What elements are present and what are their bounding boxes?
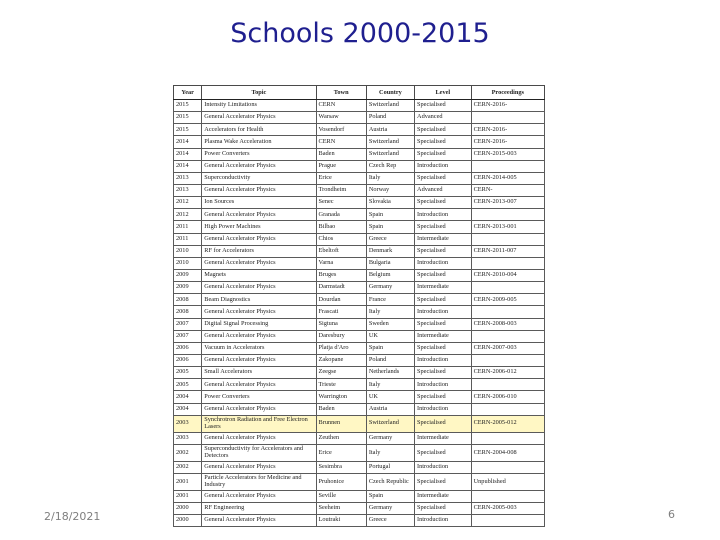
cell-level: Specialised [415, 269, 472, 281]
cell-year: 2012 [174, 197, 202, 209]
cell-level: Specialised [415, 318, 472, 330]
header-year: Year [174, 86, 202, 100]
cell-level: Specialised [415, 294, 472, 306]
cell-topic: General Accelerator Physics [202, 403, 316, 415]
cell-topic: Beam Diagnostics [202, 294, 316, 306]
cell-topic: General Accelerator Physics [202, 257, 316, 269]
cell-topic: General Accelerator Physics [202, 379, 316, 391]
cell-proceedings: CERN-2016- [471, 136, 544, 148]
cell-year: 2002 [174, 444, 202, 461]
cell-year: 2001 [174, 490, 202, 502]
cell-topic: General Accelerator Physics [202, 184, 316, 196]
cell-proceedings [471, 515, 544, 527]
cell-level: Specialised [415, 367, 472, 379]
cell-level: Specialised [415, 100, 472, 112]
cell-level: Specialised [415, 221, 472, 233]
slide-title: Schools 2000-2015 [230, 18, 490, 49]
cell-town: Seville [316, 490, 366, 502]
cell-topic: General Accelerator Physics [202, 432, 316, 444]
cell-topic: General Accelerator Physics [202, 461, 316, 473]
header-level: Level [415, 86, 472, 100]
cell-level: Specialised [415, 391, 472, 403]
cell-level: Specialised [415, 245, 472, 257]
cell-level: Specialised [415, 415, 472, 432]
cell-proceedings [471, 306, 544, 318]
cell-year: 2015 [174, 124, 202, 136]
cell-level: Specialised [415, 172, 472, 184]
cell-country: UK [366, 330, 414, 342]
cell-year: 2001 [174, 473, 202, 490]
cell-year: 2015 [174, 112, 202, 124]
cell-town: Chios [316, 233, 366, 245]
cell-topic: Magnets [202, 269, 316, 281]
cell-level: Introduction [415, 461, 472, 473]
cell-year: 2014 [174, 148, 202, 160]
cell-town: Pruhonice [316, 473, 366, 490]
table-row [174, 354, 545, 366]
cell-proceedings [471, 112, 544, 124]
cell-topic: High Power Machines [202, 221, 316, 233]
cell-proceedings: CERN-2010-004 [471, 269, 544, 281]
cell-proceedings: CERN-2009-005 [471, 294, 544, 306]
cell-town: Brunnen [316, 415, 366, 432]
cell-year: 2003 [174, 415, 202, 432]
schools-table-container [173, 85, 545, 539]
cell-town: Warsaw [316, 112, 366, 124]
cell-level: Specialised [415, 444, 472, 461]
cell-town: Baden [316, 403, 366, 415]
table-row [174, 282, 545, 294]
cell-year: 2008 [174, 294, 202, 306]
cell-country: Switzerland [366, 148, 414, 160]
cell-level: Introduction [415, 403, 472, 415]
table-row [174, 184, 545, 196]
cell-year: 2009 [174, 282, 202, 294]
cell-town: Loutraki [316, 515, 366, 527]
cell-proceedings: CERN-2013-007 [471, 197, 544, 209]
cell-level: Intermediate [415, 233, 472, 245]
cell-proceedings: CERN-2016- [471, 124, 544, 136]
schools-table [173, 85, 545, 527]
cell-town: Sigtuna [316, 318, 366, 330]
cell-year: 2013 [174, 172, 202, 184]
table-row [174, 367, 545, 379]
cell-town: Zeuthen [316, 432, 366, 444]
cell-town: Warrington [316, 391, 366, 403]
table-row [174, 473, 545, 490]
cell-topic: Vacuum in Accelerators [202, 342, 316, 354]
cell-proceedings: CERN-2008-003 [471, 318, 544, 330]
cell-town: Baden [316, 148, 366, 160]
cell-year: 2000 [174, 515, 202, 527]
table-body [174, 100, 545, 527]
cell-country: Netherlands [366, 367, 414, 379]
table-row [174, 269, 545, 281]
cell-town: CERN [316, 136, 366, 148]
cell-level: Introduction [415, 379, 472, 391]
cell-year: 2012 [174, 209, 202, 221]
table-row [174, 403, 545, 415]
cell-country: Czech Republic [366, 473, 414, 490]
cell-country: Italy [366, 379, 414, 391]
cell-town: Zakopane [316, 354, 366, 366]
cell-proceedings [471, 233, 544, 245]
cell-country: Austria [366, 403, 414, 415]
cell-country: Italy [366, 306, 414, 318]
cell-level: Specialised [415, 197, 472, 209]
cell-topic: General Accelerator Physics [202, 209, 316, 221]
cell-country: Denmark [366, 245, 414, 257]
cell-town: Frascati [316, 306, 366, 318]
table-row [174, 197, 545, 209]
cell-topic: General Accelerator Physics [202, 233, 316, 245]
cell-year: 2000 [174, 503, 202, 515]
cell-proceedings [471, 257, 544, 269]
table-row [174, 432, 545, 444]
cell-level: Specialised [415, 342, 472, 354]
table-row [174, 233, 545, 245]
cell-year: 2013 [174, 184, 202, 196]
cell-town: Bruges [316, 269, 366, 281]
cell-proceedings [471, 160, 544, 172]
cell-town: Ebeltoft [316, 245, 366, 257]
cell-town: Bilbao [316, 221, 366, 233]
table-row [174, 172, 545, 184]
cell-town: Senec [316, 197, 366, 209]
cell-town: Trieste [316, 379, 366, 391]
cell-country: Germany [366, 503, 414, 515]
cell-topic: Small Accelerators [202, 367, 316, 379]
header-country: Country [366, 86, 414, 100]
cell-country: France [366, 294, 414, 306]
cell-proceedings: CERN-2014-005 [471, 172, 544, 184]
cell-year: 2014 [174, 160, 202, 172]
cell-level: Introduction [415, 160, 472, 172]
header-topic: Topic [202, 86, 316, 100]
table-header-row [174, 86, 545, 100]
header-proceedings: Proceedings [471, 86, 544, 100]
cell-country: Greece [366, 515, 414, 527]
cell-town: Vosendorf [316, 124, 366, 136]
cell-proceedings [471, 330, 544, 342]
cell-proceedings: CERN-2006-012 [471, 367, 544, 379]
cell-year: 2014 [174, 136, 202, 148]
table-row [174, 112, 545, 124]
cell-proceedings [471, 461, 544, 473]
cell-proceedings: CERN- [471, 184, 544, 196]
table-row [174, 306, 545, 318]
cell-country: Poland [366, 354, 414, 366]
cell-town: CERN [316, 100, 366, 112]
cell-level: Introduction [415, 515, 472, 527]
cell-proceedings [471, 354, 544, 366]
cell-level: Introduction [415, 306, 472, 318]
cell-country: Spain [366, 221, 414, 233]
cell-year: 2010 [174, 257, 202, 269]
cell-year: 2005 [174, 379, 202, 391]
cell-topic: Power Converters [202, 148, 316, 160]
cell-country: Slovakia [366, 197, 414, 209]
cell-year: 2009 [174, 269, 202, 281]
table-row [174, 100, 545, 112]
table-row [174, 342, 545, 354]
cell-proceedings [471, 403, 544, 415]
cell-proceedings: CERN-2013-001 [471, 221, 544, 233]
cell-topic: General Accelerator Physics [202, 112, 316, 124]
cell-town: Varna [316, 257, 366, 269]
cell-year: 2011 [174, 221, 202, 233]
cell-town: Trondheim [316, 184, 366, 196]
cell-proceedings: CERN-2011-007 [471, 245, 544, 257]
cell-proceedings [471, 432, 544, 444]
cell-topic: RF for Accelerators [202, 245, 316, 257]
table-row [174, 444, 545, 461]
cell-level: Introduction [415, 257, 472, 269]
cell-year: 2010 [174, 245, 202, 257]
cell-year: 2011 [174, 233, 202, 245]
cell-proceedings: Unpublished [471, 473, 544, 490]
table-row [174, 515, 545, 527]
cell-proceedings: CERN-2015-003 [471, 148, 544, 160]
table-row [174, 490, 545, 502]
cell-proceedings: CERN-2006-010 [471, 391, 544, 403]
table-row [174, 461, 545, 473]
cell-year: 2007 [174, 318, 202, 330]
cell-level: Specialised [415, 503, 472, 515]
cell-topic: RF Engineering [202, 503, 316, 515]
cell-town: Erice [316, 172, 366, 184]
cell-town: Prague [316, 160, 366, 172]
table-row [174, 209, 545, 221]
table-row [174, 257, 545, 269]
table-row [174, 160, 545, 172]
cell-topic: General Accelerator Physics [202, 306, 316, 318]
cell-country: Spain [366, 342, 414, 354]
cell-town: Zeegse [316, 367, 366, 379]
cell-country: Czech Rep [366, 160, 414, 172]
cell-country: Spain [366, 209, 414, 221]
cell-country: UK [366, 391, 414, 403]
cell-proceedings [471, 209, 544, 221]
cell-level: Specialised [415, 136, 472, 148]
cell-topic: Particle Accelerators for Medicine and Industry [202, 473, 316, 490]
cell-topic: General Accelerator Physics [202, 515, 316, 527]
cell-topic: Ion Sources [202, 197, 316, 209]
header-town: Town [316, 86, 366, 100]
cell-town: Darmstadt [316, 282, 366, 294]
cell-proceedings [471, 490, 544, 502]
cell-town: Daresbury [316, 330, 366, 342]
cell-year: 2002 [174, 461, 202, 473]
cell-topic: Intensity Limitations [202, 100, 316, 112]
cell-proceedings: CERN-2016- [471, 100, 544, 112]
cell-level: Intermediate [415, 330, 472, 342]
cell-topic: Superconductivity for Accelerators and Detectors [202, 444, 316, 461]
cell-country: Bulgaria [366, 257, 414, 269]
cell-topic: General Accelerator Physics [202, 160, 316, 172]
cell-level: Introduction [415, 209, 472, 221]
table-row [174, 221, 545, 233]
cell-year: 2015 [174, 100, 202, 112]
table-row [174, 294, 545, 306]
slide-date: 2/18/2021 [44, 510, 101, 523]
cell-level: Intermediate [415, 432, 472, 444]
cell-country: Belgium [366, 269, 414, 281]
cell-year: 2004 [174, 403, 202, 415]
cell-year: 2006 [174, 342, 202, 354]
cell-proceedings: CERN-2007-003 [471, 342, 544, 354]
cell-topic: Digital Signal Processing [202, 318, 316, 330]
cell-level: Specialised [415, 148, 472, 160]
cell-town: Platja d'Aro [316, 342, 366, 354]
cell-proceedings: CERN-2004-008 [471, 444, 544, 461]
cell-country: Switzerland [366, 136, 414, 148]
cell-topic: Accelerators for Health [202, 124, 316, 136]
cell-country: Germany [366, 282, 414, 294]
cell-country: Poland [366, 112, 414, 124]
cell-country: Germany [366, 432, 414, 444]
cell-country: Italy [366, 172, 414, 184]
cell-country: Italy [366, 444, 414, 461]
cell-topic: Synchrotron Radiation and Free Electron Lasers [202, 415, 316, 432]
cell-country: Sweden [366, 318, 414, 330]
cell-proceedings: CERN-2005-003 [471, 503, 544, 515]
cell-country: Switzerland [366, 100, 414, 112]
cell-town: Erice [316, 444, 366, 461]
table-row [174, 136, 545, 148]
cell-town: Sesimbra [316, 461, 366, 473]
cell-country: Austria [366, 124, 414, 136]
slide-page-number: 6 [668, 508, 675, 521]
cell-year: 2007 [174, 330, 202, 342]
cell-level: Advanced [415, 184, 472, 196]
table-row [174, 330, 545, 342]
cell-level: Specialised [415, 124, 472, 136]
cell-level: Introduction [415, 354, 472, 366]
table-row [174, 245, 545, 257]
cell-topic: Power Converters [202, 391, 316, 403]
cell-year: 2003 [174, 432, 202, 444]
cell-year: 2006 [174, 354, 202, 366]
cell-country: Switzerland [366, 415, 414, 432]
cell-topic: General Accelerator Physics [202, 354, 316, 366]
cell-proceedings [471, 379, 544, 391]
cell-country: Spain [366, 490, 414, 502]
cell-town: Dourdan [316, 294, 366, 306]
cell-topic: General Accelerator Physics [202, 282, 316, 294]
cell-level: Intermediate [415, 282, 472, 294]
cell-year: 2005 [174, 367, 202, 379]
table-row [174, 124, 545, 136]
cell-year: 2004 [174, 391, 202, 403]
table-row [174, 391, 545, 403]
cell-town: Seeheim [316, 503, 366, 515]
cell-country: Norway [366, 184, 414, 196]
table-row [174, 148, 545, 160]
cell-town: Granada [316, 209, 366, 221]
cell-country: Portugal [366, 461, 414, 473]
table-row [174, 415, 545, 432]
cell-level: Advanced [415, 112, 472, 124]
cell-country: Greece [366, 233, 414, 245]
cell-topic: Superconductivity [202, 172, 316, 184]
cell-topic: General Accelerator Physics [202, 330, 316, 342]
cell-level: Intermediate [415, 490, 472, 502]
table-row [174, 318, 545, 330]
table-row [174, 379, 545, 391]
cell-level: Specialised [415, 473, 472, 490]
table-row [174, 503, 545, 515]
cell-topic: General Accelerator Physics [202, 490, 316, 502]
cell-year: 2008 [174, 306, 202, 318]
cell-proceedings: CERN-2005-012 [471, 415, 544, 432]
cell-topic: Plasma Wake Acceleration [202, 136, 316, 148]
cell-proceedings [471, 282, 544, 294]
